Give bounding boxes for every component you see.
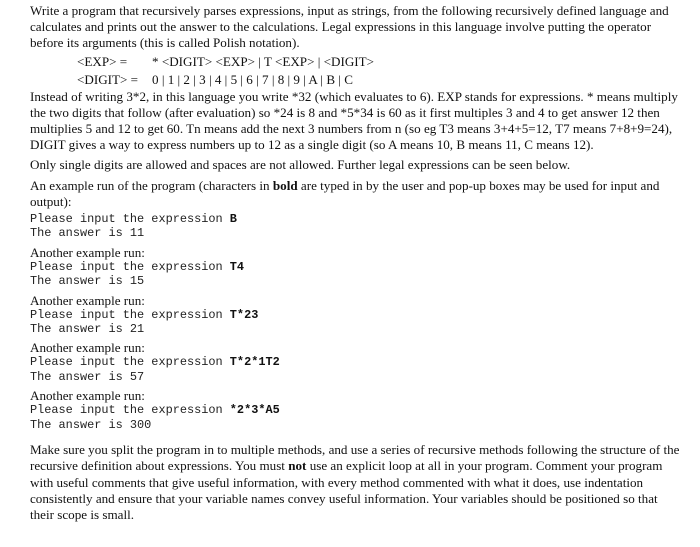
example-prompt-line bbox=[30, 355, 682, 369]
example-label: Another example run: bbox=[30, 292, 145, 308]
prompt-text: Please input the expression bbox=[30, 212, 230, 227]
prompt-text: Please input the expression bbox=[30, 307, 230, 322]
grammar-rule-digit bbox=[30, 71, 682, 89]
single-digits-note: Only single digits are allowed and spaces are not allowed. Further legal expressions can be seen below. bbox=[30, 157, 571, 173]
closing-after: use an explicit loop at all in your program. Comment your program with useful comments that give useful information, with every method commented with what it does, use indentation consistently and ensure that your variable names convey useful information. Your variables should be positioned so that their scope is small. bbox=[30, 458, 663, 522]
closing-paragraph bbox=[30, 442, 682, 523]
user-input: T*23 bbox=[229, 307, 259, 322]
example-run-2 bbox=[30, 245, 682, 289]
example-label: Another example run: bbox=[30, 340, 145, 356]
explanation-paragraph: Instead of writing 3*2, in this language you write *32 (which evaluates to 6). EXP stands for expressions. * means multiply the two digits that follow (after evaluation) so *24 is 8 and *5*34 is 60 as it first multiples 3 and 4 to get answer 12 then multiplies 5 and 12 to get 60. Tn means add the next 3 numbers from n (so eg T3 means 3+4+5=12, T7 means 7+8+9=24), DIGIT gives a way to express numbers up to 12 as a single digit (so A means 10, B means 11, C means 12). bbox=[30, 88, 678, 153]
grammar-lhs: <DIGIT> = bbox=[77, 71, 139, 87]
intro-paragraph: Write a program that recursively parses expressions, input as strings, from the following recursively defined language and calculates and prints out the answer to the calculations. Legal expressions in this language involve putting the operator before its arguments (this is called Polish notation). bbox=[30, 3, 669, 51]
example-answer-line: The answer is 57 bbox=[30, 369, 145, 384]
user-input: T*2*1T2 bbox=[229, 355, 280, 370]
example-prompt-line bbox=[30, 308, 682, 322]
example-run-5 bbox=[30, 388, 682, 432]
closing-bold: not bbox=[288, 458, 307, 474]
example-label: Another example run: bbox=[30, 244, 145, 260]
prompt-text: Please input the expression bbox=[30, 403, 230, 418]
example-intro-before: An example run of the program (characters in bbox=[30, 177, 273, 193]
example-intro-bold: bold bbox=[272, 177, 298, 193]
grammar-rhs: 0 | 1 | 2 | 3 | 4 | 5 | 6 | 7 | 8 | 9 | A | B | C bbox=[152, 71, 353, 87]
example-answer-line: The answer is 15 bbox=[30, 274, 145, 289]
prompt-text: Please input the expression bbox=[30, 355, 230, 370]
example-intro-after: are typed in by the user and pop-up boxes may be used for input and output): bbox=[30, 177, 660, 209]
assignment-document bbox=[30, 3, 682, 523]
grammar-lhs: <EXP> = bbox=[77, 53, 128, 69]
example-answer-line: The answer is 300 bbox=[30, 417, 152, 432]
example-prompt-line bbox=[30, 212, 682, 226]
example-run-4 bbox=[30, 340, 682, 384]
example-prompt-line bbox=[30, 403, 682, 417]
user-input: *2*3*A5 bbox=[229, 403, 280, 418]
example-answer-line: The answer is 21 bbox=[30, 322, 145, 337]
user-input: T4 bbox=[229, 259, 245, 274]
grammar-definition bbox=[30, 53, 682, 89]
example-intro-paragraph bbox=[30, 178, 682, 210]
prompt-text: Please input the expression bbox=[30, 259, 230, 274]
example-label: Another example run: bbox=[30, 388, 145, 404]
grammar-rule-exp bbox=[30, 53, 682, 71]
closing-before: Make sure you split the program in to multiple methods, and use a series of recursive methods following the structure of the recursive definition about expressions. You must bbox=[30, 442, 680, 474]
example-prompt-line bbox=[30, 260, 682, 274]
example-run-1 bbox=[30, 212, 682, 241]
user-input: B bbox=[229, 212, 237, 227]
example-run-3 bbox=[30, 293, 682, 337]
example-answer-line: The answer is 11 bbox=[30, 226, 145, 241]
grammar-rhs: * <DIGIT> <EXP> | T <EXP> | <DIGIT> bbox=[152, 53, 375, 69]
